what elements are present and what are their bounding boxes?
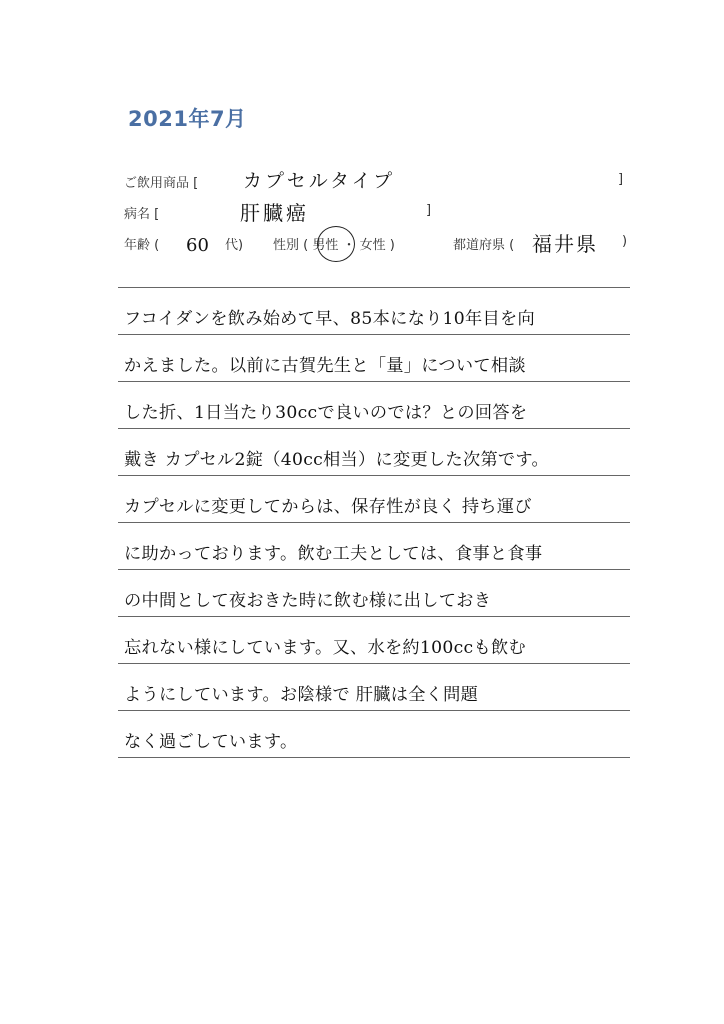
body-line [118, 335, 630, 382]
product-value: カプセルタイプ [243, 170, 396, 192]
disease-bracket-close: ] [426, 203, 432, 218]
body-line-text: に助かっております。飲む工夫としては、食事と食事 [124, 544, 543, 564]
product-bracket-close: ] [618, 172, 624, 187]
body-line [118, 570, 630, 617]
age-unit: 代) [225, 238, 244, 253]
body-line-text: 戴き カプセル2錠（40cc相当）に変更した次第です。 [124, 450, 550, 470]
handwritten-body [118, 288, 630, 758]
body-line [118, 429, 630, 476]
body-line [118, 523, 630, 570]
body-line-text: 忘れない様にしています。又、水を約100ccも飲む [124, 638, 526, 658]
prefecture-bracket-close: ) [622, 234, 628, 249]
selected-sex-circle [317, 226, 355, 262]
body-line [118, 664, 630, 711]
prefecture-value: 福井県 [532, 232, 598, 256]
body-line [118, 288, 630, 335]
disease-label: 病名 [ [124, 207, 160, 222]
body-line [118, 382, 630, 429]
page-title: 2021年7月 [128, 107, 247, 131]
body-line-text: フコイダンを飲み始めて早、85本になり10年目を向 [124, 309, 535, 329]
age-label: 年齢 ( [124, 238, 160, 253]
body-line [118, 711, 630, 758]
body-line-text: なく過ごしています。 [124, 732, 298, 752]
body-line [118, 617, 630, 664]
body-line-text: かえました。以前に古賀先生と「量」について相談 [124, 356, 526, 376]
body-line-text: の中間として夜おきた時に飲む様に出しておき [124, 591, 492, 611]
body-line [118, 476, 630, 523]
sex-field: 性別 ( 男性 ・ 女性 ) [273, 238, 395, 253]
disease-value: 肝臓癌 [240, 201, 309, 225]
age-value: 60 [186, 235, 209, 256]
body-line-text: ようにしています。お陰様で 肝臓は全く問題 [124, 685, 479, 705]
prefecture-label: 都道府県 ( [453, 238, 515, 253]
product-label: ご飲用商品 [ [124, 176, 199, 191]
body-line-text: した折、1日当たり30ccで良いのでは？との回答を [124, 403, 528, 423]
body-line-text: カプセルに変更してからは、保存性が良く 持ち運び [124, 497, 532, 517]
